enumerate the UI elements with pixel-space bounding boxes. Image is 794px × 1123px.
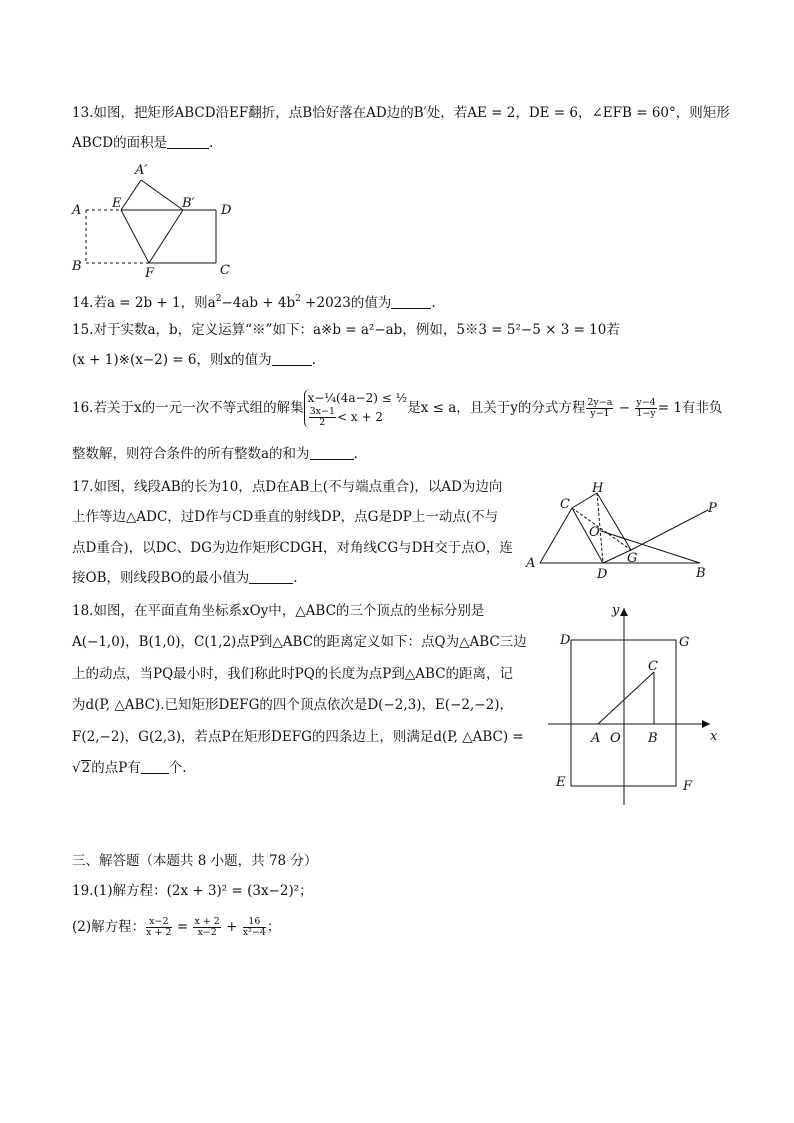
q17-line1: 17.如图，线段AB的长为10，点D在AB上(不与端点重合)，以AD为边向	[72, 479, 503, 495]
q13-label-F: F	[145, 266, 155, 278]
q18-label-B: B	[648, 731, 658, 746]
q18-label-x: x	[710, 729, 718, 744]
q19-part2: (2)解方程： $\frac{x-2}{x + 2}$ = $\frac{x + 2}{x-2}$ + $\frac{16}{\text{x²−4}}$ ；	[72, 916, 281, 938]
q15-line2: (x + 1)※(x−2) = 6，则x的值为 .	[72, 352, 316, 368]
q13-label-D: D	[221, 203, 232, 218]
q17-label-B: B	[696, 566, 706, 581]
q18-label-O: O	[610, 731, 621, 746]
q17-label-G: G	[627, 551, 638, 566]
q18-figure	[548, 600, 728, 810]
q18-label-y: y	[612, 603, 620, 618]
q18-line2: A(−1,0)，B(1,0)，C(1,2)点P到△ABC的距离定义如下：点Q为△ABC三边	[72, 634, 527, 650]
q18-line3: 上的动点，当PQ最小时，我们称此时PQ的长度为点P到△ABC的距离，记	[72, 666, 514, 682]
q17-label-D: D	[597, 567, 608, 582]
q17-line4: 接OB，则线段BO的最小值为 .	[72, 570, 298, 586]
q17-label-H: H	[592, 481, 604, 496]
q13-line2: ABCD的面积是 .	[72, 135, 214, 151]
q18-line5: F(2,−2)，G(2,3)，若点P在矩形DEFG的四条边上，则满足d(P, △ABC) =	[72, 729, 524, 745]
section-title: 三、解答题（本题共 8 小题，共 78 分）	[72, 853, 318, 869]
q13-figure	[66, 160, 246, 278]
q17-label-A: A	[526, 556, 536, 571]
q13-label-C: C	[220, 263, 230, 278]
answer-blank	[391, 294, 431, 309]
q18-line1: 18.如图，在平面直角坐标系xOy中，△ABC的三个顶点的坐标分别是	[72, 603, 485, 619]
q13-label-A: A	[72, 203, 82, 218]
answer-blank	[167, 134, 209, 149]
q16-line1: 16.若关于x的一元一次不等式组的解集 x−¼(4a−2) ≤ ½ $\frac{3x-1}{2}$ < x + 2 是x ≤ a，且关于y的分式方程 $\frac{2y-a}{y-1}$ − $\frac{y-4}{1-y}$ = 1有非负	[72, 391, 723, 428]
answer-blank	[310, 445, 354, 460]
q18-label-G: G	[679, 635, 690, 650]
inequality-system: x−¼(4a−2) ≤ ½ $\frac{3x-1}{2}$ < x + 2	[304, 389, 408, 428]
q18-label-C: C	[648, 659, 658, 674]
q18-label-A: A	[591, 731, 601, 746]
answer-blank	[141, 759, 169, 774]
q16-line2: 整数解，则符合条件的所有整数a的和为 .	[72, 446, 358, 462]
q17-label-O: O	[589, 525, 600, 540]
q15-line1: 15.对于实数a，b，定义运算“※”如下：a※b = a²−ab，例如，5※3 = 5²−5 × 3 = 10若	[72, 322, 620, 338]
q13-line1: 13.如图，把矩形ABCD沿EF翻折，点B恰好落在AD边的B′处，若AE = 2，DE = 6，∠EFB = 60°，则矩形	[72, 105, 730, 121]
q18-label-E: E	[556, 775, 566, 790]
answer-blank	[272, 351, 312, 366]
q13-label-A1: A′	[135, 163, 148, 178]
q13-label-B1: B′	[182, 196, 195, 211]
q14-line: 14.若a = 2b + 1，则$a^2-4ab + 4b^2 +2023$的值为 .	[72, 294, 436, 311]
q19-part1: 19.(1)解方程：(2x + 3)² = (3x−2)²；	[72, 883, 313, 899]
q18-line4: 为d(P, △ABC).已知矩形DEFG的四个顶点依次是D(−2,3)，E(−2,−2)，	[72, 697, 513, 713]
answer-blank	[249, 569, 293, 584]
q17-label-P: P	[708, 501, 717, 516]
q18-label-D: D	[560, 633, 571, 648]
q17-figure	[520, 475, 732, 585]
q18-line6: √2的点P有 个.	[72, 760, 187, 776]
q17-line2: 上作等边△ADC，过D作与CD垂直的射线DP，点G是DP上一动点(不与	[72, 509, 499, 525]
q18-label-F: F	[683, 779, 693, 794]
q17-label-C: C	[560, 497, 570, 512]
q17-line3: 点D重合)，以DC、DG为边作矩形CDGH，对角线CG与DH交于点O，连	[72, 540, 513, 556]
q13-label-B: B	[72, 259, 82, 274]
q13-label-E: E	[112, 196, 122, 211]
